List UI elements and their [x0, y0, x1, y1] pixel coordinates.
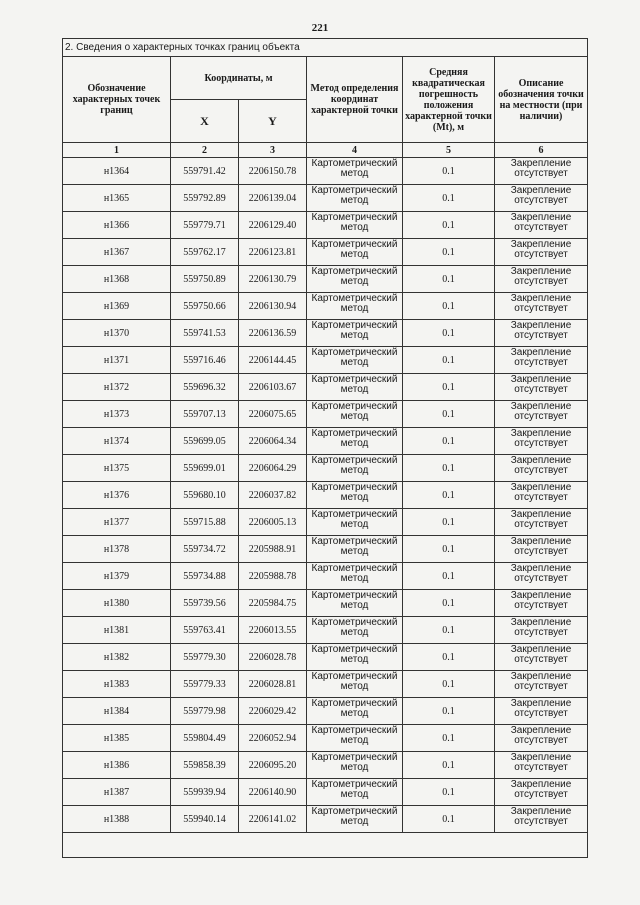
point-id: н1367	[63, 239, 171, 266]
coord-x: 559741.53	[171, 320, 239, 347]
accuracy-value: 0.1	[403, 698, 495, 725]
coord-x: 559779.33	[171, 671, 239, 698]
desc-line2: отсутствует	[514, 816, 568, 827]
accuracy-value: 0.1	[403, 644, 495, 671]
desc-line2: отсутствует	[514, 384, 568, 395]
desc-line2: отсутствует	[514, 681, 568, 692]
accuracy-value: 0.1	[403, 752, 495, 779]
method-line2: метод	[340, 789, 369, 800]
method-line2: метод	[340, 222, 369, 233]
method-cell	[307, 185, 403, 212]
table-row	[63, 806, 588, 833]
desc-line2: отсутствует	[514, 465, 568, 476]
method-cell	[307, 374, 403, 401]
coord-y: 2206028.78	[239, 644, 307, 671]
accuracy-value: 0.1	[403, 293, 495, 320]
point-id: н1385	[63, 725, 171, 752]
description-cell	[495, 779, 588, 806]
description-cell	[495, 509, 588, 536]
method-line1: Картометрический	[311, 752, 398, 763]
accuracy-value: 0.1	[403, 212, 495, 239]
point-id: н1377	[63, 509, 171, 536]
method-line2: метод	[340, 303, 369, 314]
method-cell	[307, 806, 403, 833]
desc-line1: Закрепление	[510, 347, 572, 358]
desc-line2: отсутствует	[514, 168, 568, 179]
coord-y: 2206052.94	[239, 725, 307, 752]
method-cell	[307, 671, 403, 698]
point-id: н1368	[63, 266, 171, 293]
coord-y: 2206037.82	[239, 482, 307, 509]
point-id: н1365	[63, 185, 171, 212]
accuracy-value: 0.1	[403, 239, 495, 266]
method-line2: метод	[340, 411, 369, 422]
coord-y: 2206129.40	[239, 212, 307, 239]
table-row	[63, 725, 588, 752]
desc-line1: Закрепление	[510, 671, 572, 682]
accuracy-value: 0.1	[403, 563, 495, 590]
method-line2: метод	[340, 654, 369, 665]
method-line1: Картометрический	[311, 293, 398, 304]
description-cell	[495, 482, 588, 509]
point-id: н1370	[63, 320, 171, 347]
desc-line2: отсутствует	[514, 627, 568, 638]
point-id: н1379	[63, 563, 171, 590]
accuracy-value: 0.1	[403, 347, 495, 374]
coord-y: 2206141.02	[239, 806, 307, 833]
desc-line2: отсутствует	[514, 762, 568, 773]
coord-x: 559699.01	[171, 455, 239, 482]
method-line2: метод	[340, 600, 369, 611]
table-row	[63, 374, 588, 401]
coord-x: 559716.46	[171, 347, 239, 374]
coord-y: 2206144.45	[239, 347, 307, 374]
method-cell	[307, 482, 403, 509]
method-cell	[307, 779, 403, 806]
method-line1: Картометрический	[311, 482, 398, 493]
coord-x: 559939.94	[171, 779, 239, 806]
desc-line2: отсутствует	[514, 789, 568, 800]
coord-y: 2205984.75	[239, 590, 307, 617]
table-row	[63, 158, 588, 185]
point-id: н1380	[63, 590, 171, 617]
desc-line1: Закрепление	[510, 401, 572, 412]
desc-line1: Закрепление	[510, 482, 572, 493]
table-row	[63, 455, 588, 482]
table-row	[63, 266, 588, 293]
desc-line1: Закрепление	[510, 239, 572, 250]
method-line1: Картометрический	[311, 455, 398, 466]
coord-x: 559696.32	[171, 374, 239, 401]
header-method: Метод определения координат характерной точки	[307, 57, 403, 143]
column-number: 3	[239, 143, 307, 158]
desc-line1: Закрепление	[510, 806, 572, 817]
method-line2: метод	[340, 492, 369, 503]
coord-x: 559779.30	[171, 644, 239, 671]
method-cell	[307, 320, 403, 347]
description-cell	[495, 347, 588, 374]
accuracy-value: 0.1	[403, 401, 495, 428]
header-point: Обозначение характерных точек границ	[63, 57, 171, 143]
point-id: н1371	[63, 347, 171, 374]
accuracy-value: 0.1	[403, 590, 495, 617]
desc-line1: Закрепление	[510, 590, 572, 601]
point-id: н1381	[63, 617, 171, 644]
method-cell	[307, 347, 403, 374]
coord-y: 2206140.90	[239, 779, 307, 806]
boundary-points-table	[62, 38, 588, 858]
method-cell	[307, 212, 403, 239]
point-id: н1378	[63, 536, 171, 563]
desc-line2: отсутствует	[514, 303, 568, 314]
point-id: н1383	[63, 671, 171, 698]
desc-line2: отсутствует	[514, 573, 568, 584]
coord-y: 2206075.65	[239, 401, 307, 428]
desc-line2: отсутствует	[514, 222, 568, 233]
desc-line1: Закрепление	[510, 644, 572, 655]
method-line2: метод	[340, 249, 369, 260]
table-row	[63, 617, 588, 644]
point-id: н1366	[63, 212, 171, 239]
point-id: н1386	[63, 752, 171, 779]
method-line2: метод	[340, 627, 369, 638]
method-line2: метод	[340, 276, 369, 287]
description-cell	[495, 239, 588, 266]
desc-line1: Закрепление	[510, 212, 572, 223]
method-line2: метод	[340, 330, 369, 341]
accuracy-value: 0.1	[403, 158, 495, 185]
method-line1: Картометрический	[311, 158, 398, 169]
coord-y: 2206123.81	[239, 239, 307, 266]
coord-y: 2206136.59	[239, 320, 307, 347]
description-cell	[495, 212, 588, 239]
description-cell	[495, 536, 588, 563]
desc-line2: отсутствует	[514, 708, 568, 719]
table-row	[63, 482, 588, 509]
description-cell	[495, 455, 588, 482]
desc-line1: Закрепление	[510, 725, 572, 736]
coord-x: 559750.66	[171, 293, 239, 320]
description-cell	[495, 428, 588, 455]
table-row	[63, 752, 588, 779]
desc-line1: Закрепление	[510, 509, 572, 520]
method-line1: Картометрический	[311, 563, 398, 574]
desc-line2: отсутствует	[514, 546, 568, 557]
method-line1: Картометрический	[311, 806, 398, 817]
method-line1: Картометрический	[311, 644, 398, 655]
coord-x: 559779.71	[171, 212, 239, 239]
accuracy-value: 0.1	[403, 455, 495, 482]
desc-line1: Закрепление	[510, 320, 572, 331]
method-line1: Картометрический	[311, 401, 398, 412]
method-line1: Картометрический	[311, 725, 398, 736]
method-line1: Картометрический	[311, 266, 398, 277]
point-id: н1375	[63, 455, 171, 482]
point-id: н1364	[63, 158, 171, 185]
method-cell	[307, 698, 403, 725]
method-line1: Картометрический	[311, 536, 398, 547]
coord-y: 2206005.13	[239, 509, 307, 536]
method-line2: метод	[340, 168, 369, 179]
coord-y: 2206013.55	[239, 617, 307, 644]
desc-line2: отсутствует	[514, 195, 568, 206]
method-line2: метод	[340, 195, 369, 206]
method-line1: Картометрический	[311, 509, 398, 520]
desc-line1: Закрепление	[510, 779, 572, 790]
column-number: 4	[307, 143, 403, 158]
method-cell	[307, 536, 403, 563]
coord-y: 2206130.79	[239, 266, 307, 293]
method-cell	[307, 428, 403, 455]
desc-line1: Закрепление	[510, 752, 572, 763]
method-line2: метод	[340, 519, 369, 530]
method-line1: Картометрический	[311, 374, 398, 385]
accuracy-value: 0.1	[403, 374, 495, 401]
table-row	[63, 671, 588, 698]
coord-x: 559734.88	[171, 563, 239, 590]
method-line1: Картометрический	[311, 239, 398, 250]
table-row	[63, 644, 588, 671]
point-id: н1387	[63, 779, 171, 806]
description-cell	[495, 590, 588, 617]
method-line1: Картометрический	[311, 590, 398, 601]
coord-x: 559707.13	[171, 401, 239, 428]
accuracy-value: 0.1	[403, 779, 495, 806]
description-cell	[495, 644, 588, 671]
accuracy-value: 0.1	[403, 482, 495, 509]
table-row	[63, 293, 588, 320]
desc-line2: отсутствует	[514, 330, 568, 341]
column-number: 2	[171, 143, 239, 158]
header-y: Y	[239, 100, 307, 143]
table-row	[63, 590, 588, 617]
header-coords: Координаты, м	[171, 57, 307, 100]
method-cell	[307, 158, 403, 185]
coord-y: 2205988.91	[239, 536, 307, 563]
table-row	[63, 320, 588, 347]
desc-line1: Закрепление	[510, 293, 572, 304]
coord-x: 559940.14	[171, 806, 239, 833]
method-line2: метод	[340, 384, 369, 395]
coord-y: 2206028.81	[239, 671, 307, 698]
desc-line1: Закрепление	[510, 698, 572, 709]
desc-line1: Закрепление	[510, 563, 572, 574]
table-row	[63, 536, 588, 563]
method-cell	[307, 455, 403, 482]
point-id: н1388	[63, 806, 171, 833]
coord-x: 559699.05	[171, 428, 239, 455]
method-line1: Картометрический	[311, 320, 398, 331]
desc-line2: отсутствует	[514, 276, 568, 287]
point-id: н1374	[63, 428, 171, 455]
method-line2: метод	[340, 735, 369, 746]
method-cell	[307, 266, 403, 293]
description-cell	[495, 806, 588, 833]
coord-x: 559858.39	[171, 752, 239, 779]
point-id: н1376	[63, 482, 171, 509]
accuracy-value: 0.1	[403, 266, 495, 293]
point-id: н1373	[63, 401, 171, 428]
description-cell	[495, 563, 588, 590]
column-number: 6	[495, 143, 588, 158]
method-line2: метод	[340, 573, 369, 584]
header-description: Описание обозначения точки на местности (при наличии)	[495, 57, 588, 143]
method-cell	[307, 644, 403, 671]
header-accuracy: Средняя квадратическая погрешность положения характерной точки (Mt), м	[403, 57, 495, 143]
coord-y: 2205988.78	[239, 563, 307, 590]
description-cell	[495, 266, 588, 293]
method-line2: метод	[340, 816, 369, 827]
table-row	[63, 347, 588, 374]
table-footer	[63, 833, 588, 858]
method-line1: Картометрический	[311, 617, 398, 628]
description-cell	[495, 320, 588, 347]
coord-x: 559792.89	[171, 185, 239, 212]
method-cell	[307, 239, 403, 266]
desc-line2: отсутствует	[514, 411, 568, 422]
desc-line1: Закрепление	[510, 428, 572, 439]
desc-line2: отсутствует	[514, 735, 568, 746]
desc-line1: Закрепление	[510, 617, 572, 628]
coord-x: 559791.42	[171, 158, 239, 185]
method-line1: Картометрический	[311, 698, 398, 709]
description-cell	[495, 158, 588, 185]
method-line2: метод	[340, 762, 369, 773]
accuracy-value: 0.1	[403, 185, 495, 212]
method-line2: метод	[340, 708, 369, 719]
accuracy-value: 0.1	[403, 617, 495, 644]
desc-line2: отсутствует	[514, 654, 568, 665]
header-x: X	[171, 100, 239, 143]
method-line2: метод	[340, 546, 369, 557]
desc-line2: отсутствует	[514, 519, 568, 530]
desc-line2: отсутствует	[514, 492, 568, 503]
description-cell	[495, 725, 588, 752]
description-cell	[495, 374, 588, 401]
table-row	[63, 779, 588, 806]
desc-line1: Закрепление	[510, 158, 572, 169]
coord-y: 2206095.20	[239, 752, 307, 779]
column-number: 1	[63, 143, 171, 158]
point-id: н1384	[63, 698, 171, 725]
desc-line2: отсутствует	[514, 438, 568, 449]
coord-y: 2206139.04	[239, 185, 307, 212]
method-cell	[307, 563, 403, 590]
coord-y: 2206029.42	[239, 698, 307, 725]
desc-line1: Закрепление	[510, 536, 572, 547]
description-cell	[495, 185, 588, 212]
method-line1: Картометрический	[311, 428, 398, 439]
method-cell	[307, 590, 403, 617]
method-line2: метод	[340, 357, 369, 368]
table-row	[63, 428, 588, 455]
method-cell	[307, 725, 403, 752]
accuracy-value: 0.1	[403, 725, 495, 752]
accuracy-value: 0.1	[403, 671, 495, 698]
description-cell	[495, 671, 588, 698]
method-line1: Картометрический	[311, 779, 398, 790]
method-line2: метод	[340, 681, 369, 692]
coord-x: 559762.17	[171, 239, 239, 266]
table-row	[63, 401, 588, 428]
table-body	[63, 158, 588, 833]
coord-y: 2206130.94	[239, 293, 307, 320]
page-number: 221	[311, 22, 329, 34]
method-cell	[307, 752, 403, 779]
desc-line1: Закрепление	[510, 185, 572, 196]
accuracy-value: 0.1	[403, 806, 495, 833]
method-line1: Картометрический	[311, 212, 398, 223]
description-cell	[495, 401, 588, 428]
desc-line2: отсутствует	[514, 357, 568, 368]
table-row	[63, 563, 588, 590]
method-line1: Картометрический	[311, 347, 398, 358]
section-title: 2. Сведения о характерных точках границ объекта	[63, 39, 588, 57]
accuracy-value: 0.1	[403, 509, 495, 536]
coord-y: 2206064.34	[239, 428, 307, 455]
point-id: н1369	[63, 293, 171, 320]
desc-line1: Закрепление	[510, 455, 572, 466]
coord-x: 559715.88	[171, 509, 239, 536]
column-number: 5	[403, 143, 495, 158]
method-cell	[307, 509, 403, 536]
coord-y: 2206150.78	[239, 158, 307, 185]
table-row	[63, 212, 588, 239]
desc-line1: Закрепление	[510, 374, 572, 385]
method-cell	[307, 401, 403, 428]
coord-y: 2206064.29	[239, 455, 307, 482]
method-cell	[307, 617, 403, 644]
accuracy-value: 0.1	[403, 536, 495, 563]
point-id: н1382	[63, 644, 171, 671]
table-row	[63, 239, 588, 266]
table-row	[63, 698, 588, 725]
method-line1: Картометрический	[311, 185, 398, 196]
coord-x: 559680.10	[171, 482, 239, 509]
description-cell	[495, 617, 588, 644]
description-cell	[495, 293, 588, 320]
method-cell	[307, 293, 403, 320]
table-row	[63, 509, 588, 536]
coord-x: 559734.72	[171, 536, 239, 563]
accuracy-value: 0.1	[403, 320, 495, 347]
method-line1: Картометрический	[311, 671, 398, 682]
description-cell	[495, 752, 588, 779]
coord-x: 559763.41	[171, 617, 239, 644]
desc-line2: отсутствует	[514, 249, 568, 260]
desc-line2: отсутствует	[514, 600, 568, 611]
coord-x: 559739.56	[171, 590, 239, 617]
coord-x: 559804.49	[171, 725, 239, 752]
accuracy-value: 0.1	[403, 428, 495, 455]
coord-x: 559750.89	[171, 266, 239, 293]
method-line2: метод	[340, 438, 369, 449]
table-row	[63, 185, 588, 212]
coord-y: 2206103.67	[239, 374, 307, 401]
description-cell	[495, 698, 588, 725]
method-line2: метод	[340, 465, 369, 476]
coord-x: 559779.98	[171, 698, 239, 725]
point-id: н1372	[63, 374, 171, 401]
desc-line1: Закрепление	[510, 266, 572, 277]
